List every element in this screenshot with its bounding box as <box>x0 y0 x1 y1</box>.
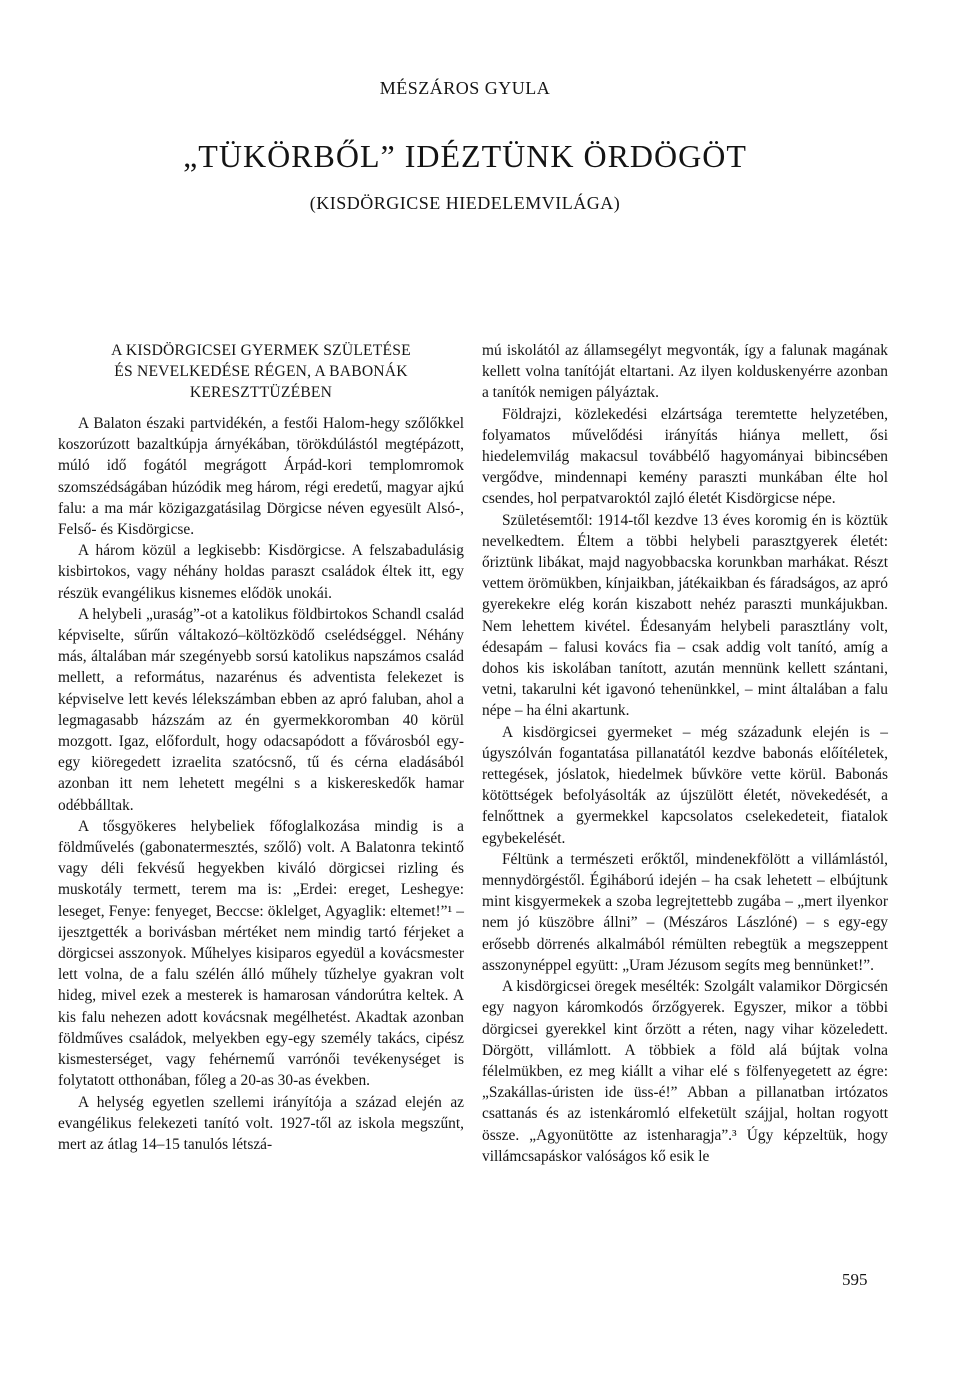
paragraph: A helység egyetlen szellemi irányítója a század elején az evangélikus felekezeti tanító volt. 1927-től az iskola megszűnt, mert az átlag 14–15 tanulós létszá- <box>58 1093 464 1153</box>
author-name: MÉSZÁROS GYULA <box>379 78 551 98</box>
paragraph: A kisdörgicsei gyermeket – még századunk elején is – úgyszólván fogantatása pillanatától kezdve babonás előítéletek, rettegések, jóslatok, hiedelmek bűvköre vette körül. Babonás kötöttségek befolyásolták az újszülött életét, növekedését, a felnőttnek a gyermekkel kapcsolatos cselekedeteit, fiatalok egybekelését. <box>482 723 888 847</box>
paragraph: A kisdörgicsei öregek mesélték: Szolgált valamikor Dörgicsén egy nagyon káromkodós őrzőgyerek. Egyszer, mikor a többi dörgicsei gyerekkel kint őrzött a réten, nagy vihar közeledett. Dörgött, villámlott. A többiek a föld alá bújtak volna félelmükben, ez meg kiállt a vihar elé s fölfenyegetett az égre: „Szakállas-úristen ide üss-é!” Abban a pillanatban irtózatos csattanás és az istenkáromló elfeketült szájjal, holtan rogyott össze. „Agyonütötte az istenharagja”.³ Úgy képzeltük, hogy villámcsapáskor valóságos kő esik le <box>482 978 888 1165</box>
article-subtitle: (KISDÖRGICSE HIEDELEMVILÁGA) <box>309 193 621 213</box>
section-heading-line: A KISDÖRGICSEI GYERMEK SZÜLETÉSE <box>111 342 411 359</box>
right-column <box>482 340 888 1167</box>
paragraph: A Balaton északi partvidékén, a festői Halom-hegy szőlőkkel koszorúzott bazaltkúpja árnyékában, törökdúlástól megtépázott, múló idő fogától megrágott Árpád-kori templomromok szomszédságában húzódik meg három, régi eredetű, magyar ajkú falu: a ma már közigazgatásilag Dörgicse néven egyesült Alsó-, Felső- és Kisdörgicse. <box>58 415 464 539</box>
paragraph: A helybeli „uraság”-ot a katolikus földbirtokos Schandl család képviselte, sűrűn váltakozó–költözködő cselédséggel. Néhány más, általában már szegényebb sorsú katolikus napszámos család mellett, a református, nazarénus és adventista felekezet is képviselve lett kevés lélekszámban ebben az apró faluban, ahol a legmagasabb házszám az én gyermekkoromban 40 körül mozgott. Igaz, előfordult, hogy odacsapódott a fővárosból egy-egy kiöregedett izraelita szatócsnő, tű és cérna eladásából azonban itt nem lehetett megélni s a kiskereskedők hamar odébbálltak. <box>58 605 464 814</box>
section-heading-line: KERESZTTÜZÉBEN <box>189 384 333 401</box>
left-column <box>58 340 464 1155</box>
paragraph: A tősgyökeres helybeliek főfoglalkozása mindig is a földművelés (gabonatermesztés, szőlő) volt. A Balatonra tekintő vagy déli fekvésű hegyekben kiváló dörgicsei rizling és muskotály termett, terem ma is: „Erdei: ereget, Leshegye: leseget, Fenye: fenyeget, Beccse: öklelget, Agyaglik: eltemet!”¹ – ijesztgették a borivásban mértéket nem mindig tartó férjeket a dörgicsei asszonyok. Műhelyes kisiparos egyedül a kovácsmester lett volna, de a falu szélén álló műhely tűzhelye gyakran volt hideg, mivel ezek a mesterek is hamarosan vándorútra keltek. A kis falu nehezen adott kovácsnak megélhetést. Akadtak azonban földműves családok, melyekben egy-egy személy takács, cipész kismesterséget, vagy fehérnemű varrónői tevékenységet is folytatott otthonában, főleg a 20-as 30-as években. <box>58 817 464 1090</box>
page-number: 595 <box>842 1270 868 1289</box>
paragraph: Féltünk a természeti erőktől, mindenekfölött a villámlástól, mennydörgéstől. Égiháború idején – ha csak lehetett – elbújtunk mint kisgyermekek a szoba legrejtettebb zugába – „mert ilyenkor nem jó küszöbre állni” – (Mészáros Lászlóné) – s egy-egy erősebb dörrenés alkalmából rémülten rebegtük a megszeppent asszonynéppel együtt: „Uram Jézusom segíts meg bennünket!”. <box>482 850 888 974</box>
section-heading <box>58 340 464 403</box>
paragraph: Születésemtől: 1914-től kezdve 13 éves koromig én is köztük nevelkedtem. Éltem a többi helybeli parasztgyerek életét: őriztünk libákat, majd nagyobbacska korunkban marhákat. Részt vettem örömükben, kínjaikban, játékaikban és fáradságos, az apró gyerekekre elég korán kiszabott nehéz paraszti munkájukban. Nem lehettem kivétel. Édesanyám helybeli parasztlány volt, édesapám – falusi kovács fia – csak addig volt tanító, amíg a dohos kis iskolában tanított, azután mennünk kellett szántani, vetni, takarulni két igavonó tehenünkkel, – mint általában a falu népe – ha élni akartunk. <box>482 511 888 720</box>
paragraph: A három közül a legkisebb: Kisdörgicse. A felszabadulásig kisbirtokos, vagy néhány holdas paraszt családok éltek itt, egy részük evangélikus kisnemes elődök unokái. <box>58 542 464 602</box>
paragraph: Földrajzi, közlekedési elzártsága teremtette helyzetében, folyamatos művelődési irányítás hiánya mellett, ősi hiedelemvilág makacsul továbbélő hagyományai bibincsében vergődve, mindennapi kemény paraszti munkában élte hol csendes, hol perpatvaroktól zajló életét Kisdörgicse népe. <box>482 405 888 508</box>
paragraph: mú iskolától az államsegélyt megvonták, így a falunak magának kellett volna tanítóját eltartani. Az ilyen kolduskenyérre azonban a tanítók nemigen pályáztak. <box>482 342 888 402</box>
article-title: „TÜKÖRBŐL” IDÉZTÜNK ÖRDÖGÖT <box>183 138 747 174</box>
section-heading-line: ÉS NEVELKEDÉSE RÉGEN, A BABONÁK <box>114 363 408 380</box>
